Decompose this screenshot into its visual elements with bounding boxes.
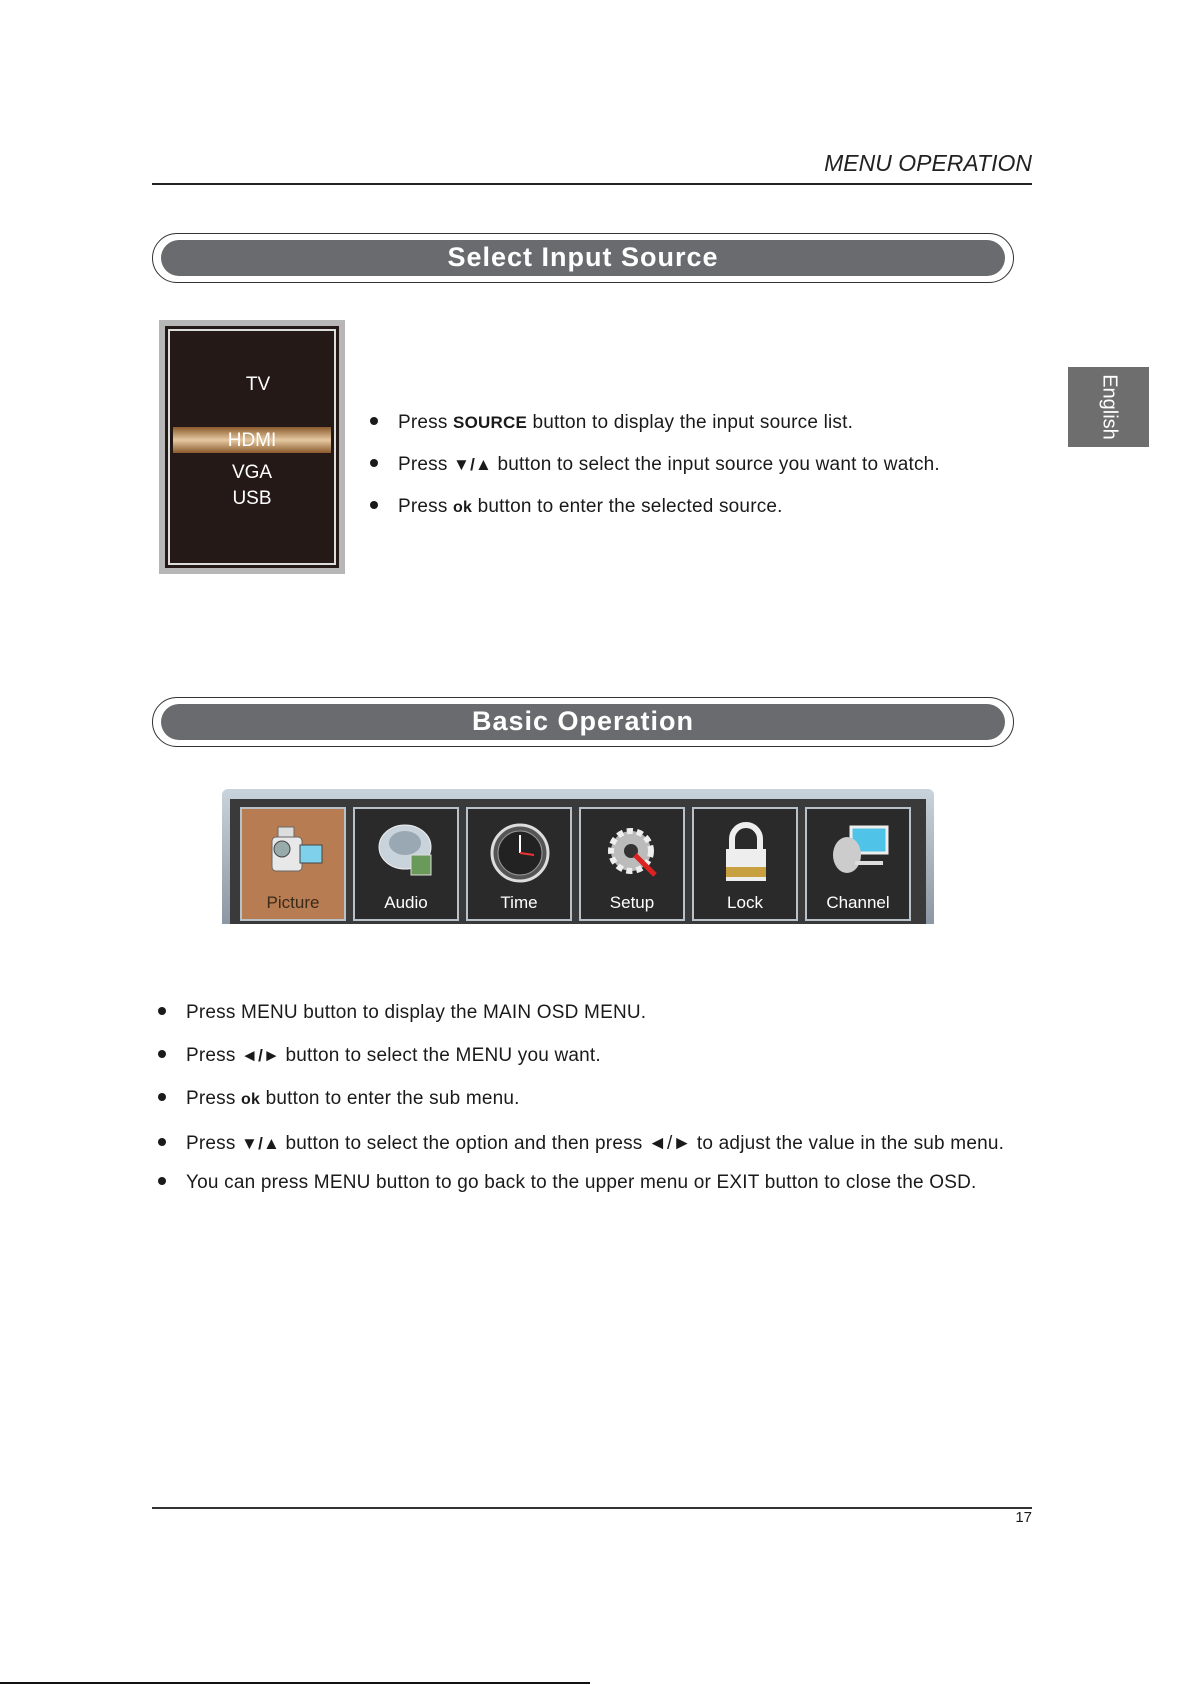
bullet-dot [158,1050,166,1058]
language-tab-label: English [1098,374,1120,440]
section-title: Select Input Source [447,241,719,272]
source-item-hdmi: HDMI [227,430,277,451]
input-source-osd [159,320,345,574]
menu-label: Time [500,893,538,912]
menu-tile-time[interactable] [466,807,572,921]
menu-label: Setup [609,893,655,912]
footer-rule [152,1507,1032,1509]
satellite-dish-icon [825,819,895,889]
source-item-vga: VGA [231,462,273,483]
source-key: SOURCE [453,413,527,432]
section-title: Basic Operation [471,705,695,736]
menu-label: Lock [727,893,763,912]
language-tab [1068,367,1149,447]
section-banner-select-input-source [152,233,1014,283]
menu-tile-channel[interactable] [805,807,911,921]
menu-tile-picture[interactable] [240,807,346,921]
ok-key: ok [453,499,473,516]
page-number: 17 [1015,1509,1032,1526]
bullet-dot [370,501,378,509]
source-bullet-1: Press SOURCE button to display the input source list. [370,412,853,434]
arrow-keys: ▼/▲ [453,455,493,474]
bullet-dot [158,1007,166,1015]
source-item-usb: USB [232,488,272,509]
page-header-title: MENU OPERATION [824,150,1032,176]
menu-tile-audio[interactable] [353,807,459,921]
bullet-dot [158,1177,166,1185]
speaker-icon [373,819,443,889]
bullet-dot [370,459,378,467]
source-item-tv: TV [245,374,271,395]
menu-tile-setup[interactable] [579,807,685,921]
arrow-keys: ▼/▲ [241,1134,281,1153]
arrow-keys: ◄/► [241,1046,281,1065]
menu-tile-lock[interactable] [692,807,798,921]
menu-label: Channel [826,893,890,912]
ok-key: ok [241,1091,261,1108]
section-banner-basic-operation [152,697,1014,747]
source-bullet-2: Press ▼/▲ button to select the input source you want to watch. [370,454,940,476]
basic-bullet-5: You can press MENU button to go back to the upper menu or EXIT button to close the OSD. [158,1172,977,1194]
bullet-dot [158,1093,166,1101]
camcorder-icon [260,819,330,889]
clock-icon [486,819,556,889]
source-bullet-3: Press ok button to enter the selected source. [370,496,783,518]
scan-edge-line [0,1682,590,1684]
bullet-dot [158,1138,166,1146]
basic-bullet-4: Press ▼/▲ button to select the option and then press ◄/► to adjust the value in the sub menu. [158,1133,1004,1155]
menu-label: Audio [384,893,428,912]
gear-tool-icon [599,819,669,889]
basic-bullet-3: Press ok button to enter the sub menu. [158,1088,520,1110]
bullet-dot [370,417,378,425]
basic-bullet-1: Press MENU button to display the MAIN OSD MENU. [158,1002,646,1024]
padlock-icon [712,819,782,889]
header-rule [152,183,1032,185]
main-osd-menu-bar [222,789,934,924]
basic-bullet-2: Press ◄/► button to select the MENU you want. [158,1045,601,1067]
menu-label: Picture [266,893,320,912]
